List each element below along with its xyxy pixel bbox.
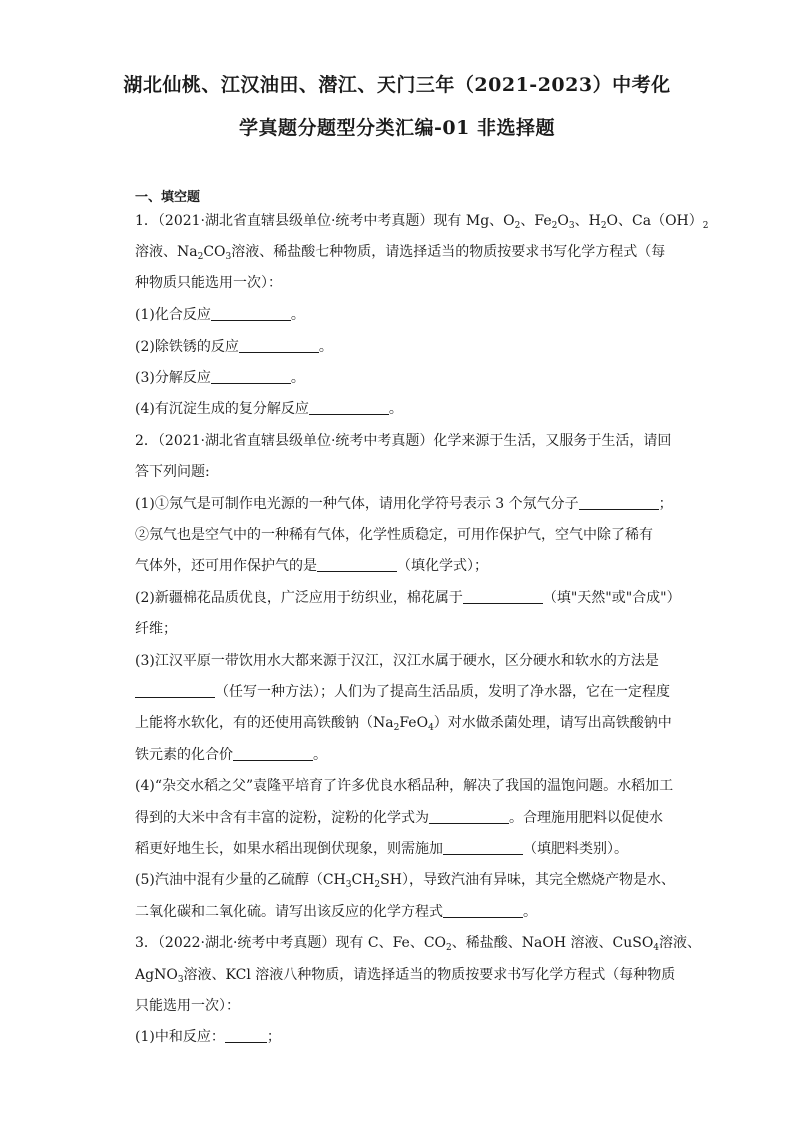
q2-line-8: (3)江汉平原一带饮用水大都来源于汉江，汉江水属于硬水，区分硬水和软水的方法是 bbox=[135, 653, 659, 669]
q2-line-6: (2)新疆棉花品质优良，广泛应用于纺织业，棉花属于 （填"天然"或"合成"） bbox=[135, 590, 681, 606]
q3-line-3: 只能选用一次）： bbox=[135, 998, 240, 1014]
q2-line-11: 铁元素的化合价 。 bbox=[135, 747, 327, 763]
q3-line-2: AgNO$_3$溶液、KCl 溶液八种物质，请选择适当的物质按要求书写化学方程式（每种物质 bbox=[135, 967, 676, 985]
section-heading: 一、填空题 bbox=[135, 190, 201, 205]
answer-blank[interactable] bbox=[463, 588, 543, 604]
answer-blank[interactable] bbox=[135, 682, 215, 698]
q2-line-9: （任写一种方法）；人们为了提高生活品质，发明了净水器，它在一定程度 bbox=[135, 682, 670, 702]
q1-sub-2: (2)除铁锈的反应 。 bbox=[135, 339, 333, 355]
q1-sub-1: (1)化合反应 。 bbox=[135, 307, 305, 323]
answer-blank[interactable] bbox=[443, 902, 523, 918]
q3-line-1: 3．（2022·湖北·统考中考真题）现有 C、Fe、$CO_2$、稀盐酸、NaOH 溶液、CuSO$_4$溶液、 bbox=[135, 935, 702, 953]
q1-line-1: 1．（2021·湖北省直辖县级单位·统考中考真题）现有 Mg、$O_2$、$Fe_2O_3$、$H_2O$、$Ca(OH)_2$ bbox=[135, 213, 709, 231]
q3-line-4: (1)中和反应： ； bbox=[135, 1029, 281, 1045]
q2-line-13: 得到的大米中含有丰富的淀粉，淀粉的化学式为 。合理施用肥料以促使水 bbox=[135, 810, 663, 826]
answer-blank[interactable] bbox=[233, 745, 313, 761]
answer-blank[interactable] bbox=[429, 808, 509, 824]
answer-blank[interactable] bbox=[443, 839, 523, 855]
q2-line-4: ②氖气也是空气中的一种稀有气体，化学性质稳定，可用作保护气，空气中除了稀有 bbox=[135, 527, 653, 543]
q2-line-7: 纤维； bbox=[135, 621, 177, 637]
answer-blank[interactable] bbox=[211, 305, 291, 321]
q2-line-12: (4)“杂交水稻之父”袁隆平培育了许多优良水稻品种，解决了我国的温饱问题。水稻加工 bbox=[135, 778, 674, 794]
q2-line-2: 答下列问题: bbox=[135, 464, 210, 480]
answer-blank[interactable] bbox=[317, 556, 397, 572]
q2-line-1: 2．（2021·湖北省直辖县级单位·统考中考真题）化学来源于生活，又服务于生活，请回 bbox=[135, 433, 672, 449]
answer-blank[interactable] bbox=[225, 1027, 267, 1043]
answer-blank[interactable] bbox=[211, 368, 291, 384]
document-title-line-1: 湖北仙桃、江汉油田、潜江、天门三年（2021-2023）中考化 bbox=[123, 74, 671, 96]
q2-line-10: 上能将水软化，有的还使用高铁酸钠$(Na_2FeO_4)$对水做杀菌处理，请写出高铁酸钠中 bbox=[135, 715, 672, 733]
answer-blank[interactable] bbox=[239, 337, 319, 353]
q1-sub-4: (4)有沉淀生成的复分解反应 。 bbox=[135, 401, 403, 417]
answer-blank[interactable] bbox=[309, 399, 389, 415]
q1-line-2: 溶液、$Na_2CO_3$溶液、稀盐酸七种物质，请选择适当的物质按要求书写化学方程式（每 bbox=[135, 244, 666, 262]
answer-blank[interactable] bbox=[579, 494, 659, 510]
q2-line-5: 气体外，还可用作保护气的是 （填化学式）； bbox=[135, 558, 488, 574]
q2-line-3: (1)①氖气是可制作电光源的一种气体，请用化学符号表示 3 个氖气分子 ； bbox=[135, 496, 673, 512]
q2-line-14: 稻更好地生长，如果水稻出现倒伏现象，则需施加 （填肥料类别）。 bbox=[135, 841, 628, 857]
q1-sub-3: (3)分解反应 。 bbox=[135, 370, 305, 386]
q1-line-3: 种物质只能选用一次）： bbox=[135, 275, 282, 291]
document-title-line-2: 学真题分题型分类汇编-01 非选择题 bbox=[239, 117, 555, 139]
q2-line-16: 二氧化碳和二氧化硫。请写出该反应的化学方程式 。 bbox=[135, 904, 537, 920]
q2-line-15: (5)汽油中混有少量的乙硫醇$(CH_3CH_2SH)$，导致汽油有异味，其完全燃烧产物是水、 bbox=[135, 872, 675, 890]
